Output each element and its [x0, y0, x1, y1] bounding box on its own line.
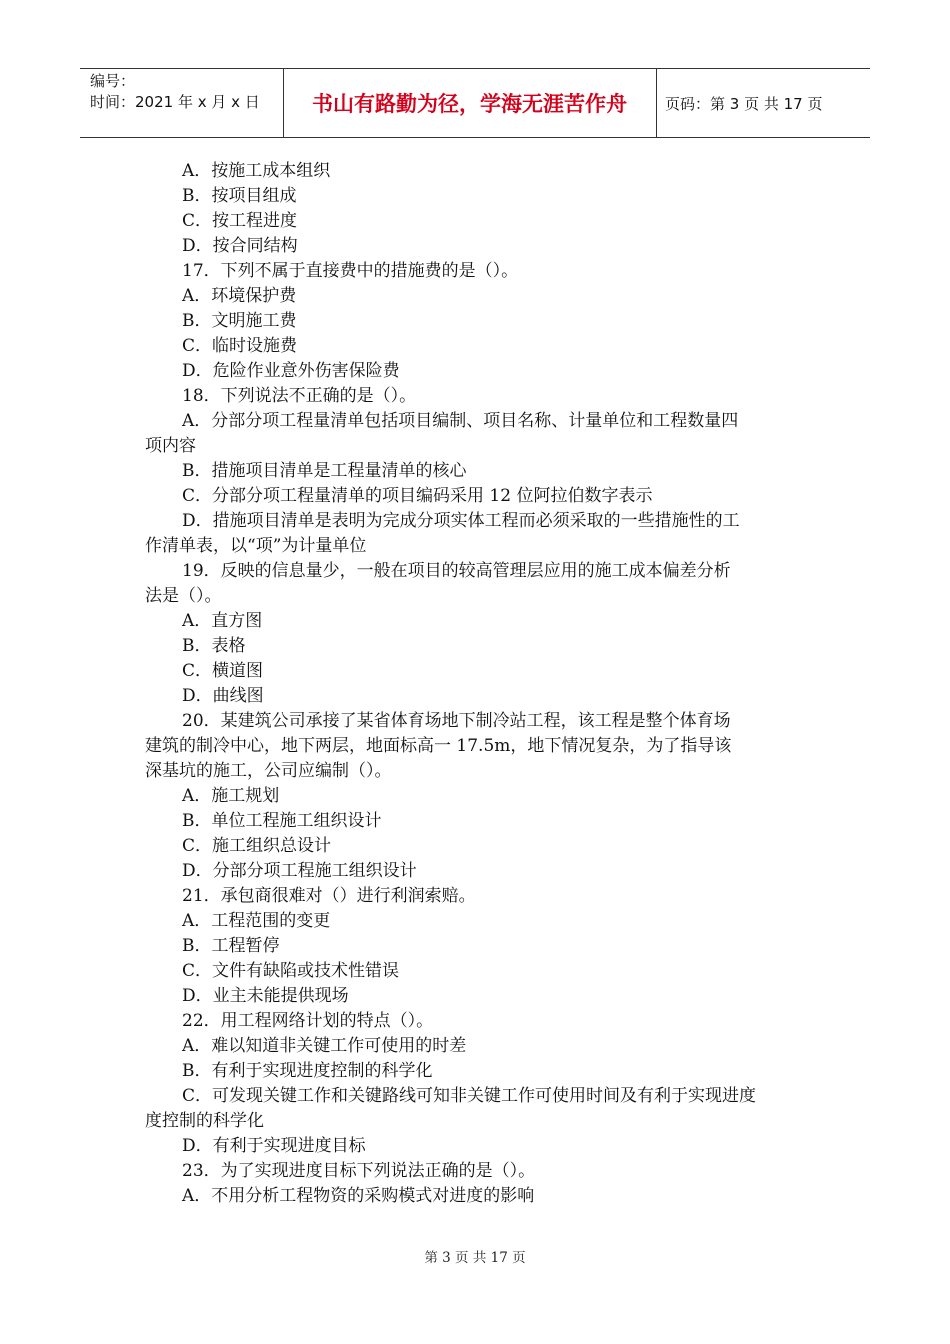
text-line-continuation: 法是（）。: [145, 586, 222, 606]
text-line-continuation: 项内容: [145, 436, 196, 456]
header-divider: [656, 69, 657, 137]
text-line: B．有利于实现进度控制的科学化: [182, 1061, 433, 1081]
text-line: B．按项目组成: [182, 186, 297, 206]
text-line: D．按合同结构: [182, 236, 298, 256]
text-line: C．临时设施费: [182, 336, 298, 356]
question-line: 18．下列说法不正确的是（）。: [182, 386, 417, 406]
question-line: 19．反映的信息量少，一般在项目的较高管理层应用的施工成本偏差分析: [182, 561, 731, 581]
text-line: D．危险作业意外伤害保险费: [182, 361, 400, 381]
text-line: A．按施工成本组织: [182, 161, 331, 181]
text-line: C．施工组织总设计: [182, 836, 332, 856]
text-line: D．曲线图: [182, 686, 264, 706]
text-line: B．措施项目清单是工程量清单的核心: [182, 461, 467, 481]
header-motto: 书山有路勤为径，学海无涯苦作舟: [312, 92, 627, 116]
text-line: C．可发现关键工作和关键路线可知非关键工作可使用时间及有利于实现进度: [182, 1086, 757, 1106]
text-line: A．难以知道非关键工作可使用的时差: [182, 1036, 467, 1056]
text-line: A．不用分析工程物资的采购模式对进度的影响: [182, 1186, 535, 1206]
text-line: D．措施项目清单是表明为完成分项实体工程而必须采取的一些措施性的工: [182, 511, 740, 531]
question-line: 20．某建筑公司承接了某省体育场地下制冷站工程，该工程是整个体育场: [182, 711, 731, 731]
text-line: C．横道图: [182, 661, 264, 681]
text-line-continuation: 度控制的科学化: [145, 1111, 264, 1131]
text-line-continuation: 深基坑的施工，公司应编制（）。: [145, 761, 392, 781]
document-number-label: 编号：: [90, 72, 136, 90]
text-line: B．表格: [182, 636, 246, 656]
text-line: D．有利于实现进度目标: [182, 1136, 366, 1156]
page-header: [80, 68, 870, 138]
text-line-continuation: 建筑的制冷中心，地下两层，地面标高一 17.5m，地下情况复杂，为了指导该: [145, 736, 732, 756]
question-line: 23．为了实现进度目标下列说法正确的是（）。: [182, 1161, 536, 1181]
text-line: A．施工规划: [182, 786, 280, 806]
text-line-continuation: 作清单表，以“项”为计量单位: [145, 536, 367, 556]
text-line: C．分部分项工程量清单的项目编码采用 12 位阿拉伯数字表示: [182, 486, 653, 506]
question-line: 17．下列不属于直接费中的措施费的是（）。: [182, 261, 519, 281]
text-line: A．直方图: [182, 611, 263, 631]
question-line: 21．承包商很难对（）进行利润索赔。: [182, 886, 476, 906]
text-line: B．工程暂停: [182, 936, 280, 956]
text-line: B．文明施工费: [182, 311, 297, 331]
document-body: [145, 159, 815, 1209]
text-line: A．环境保护费: [182, 286, 297, 306]
question-line: 22．用工程网络计划的特点（）。: [182, 1011, 434, 1031]
text-line: A．工程范围的变更: [182, 911, 331, 931]
text-line: D．分部分项工程施工组织设计: [182, 861, 417, 881]
text-line: B．单位工程施工组织设计: [182, 811, 382, 831]
text-line: C．按工程进度: [182, 211, 298, 231]
text-line: A．分部分项工程量清单包括项目编制、项目名称、计量单位和工程数量四: [182, 411, 739, 431]
page-footer: 第 3 页 共 17 页: [424, 1250, 526, 1266]
text-line: D．业主未能提供现场: [182, 986, 349, 1006]
text-line: C．文件有缺陷或技术性错误: [182, 961, 400, 981]
header-page-number: 页码：第 3 页 共 17 页: [665, 94, 823, 113]
document-date-label: 时间：2021 年 x 月 x 日: [90, 93, 260, 111]
header-meta: [90, 71, 260, 113]
